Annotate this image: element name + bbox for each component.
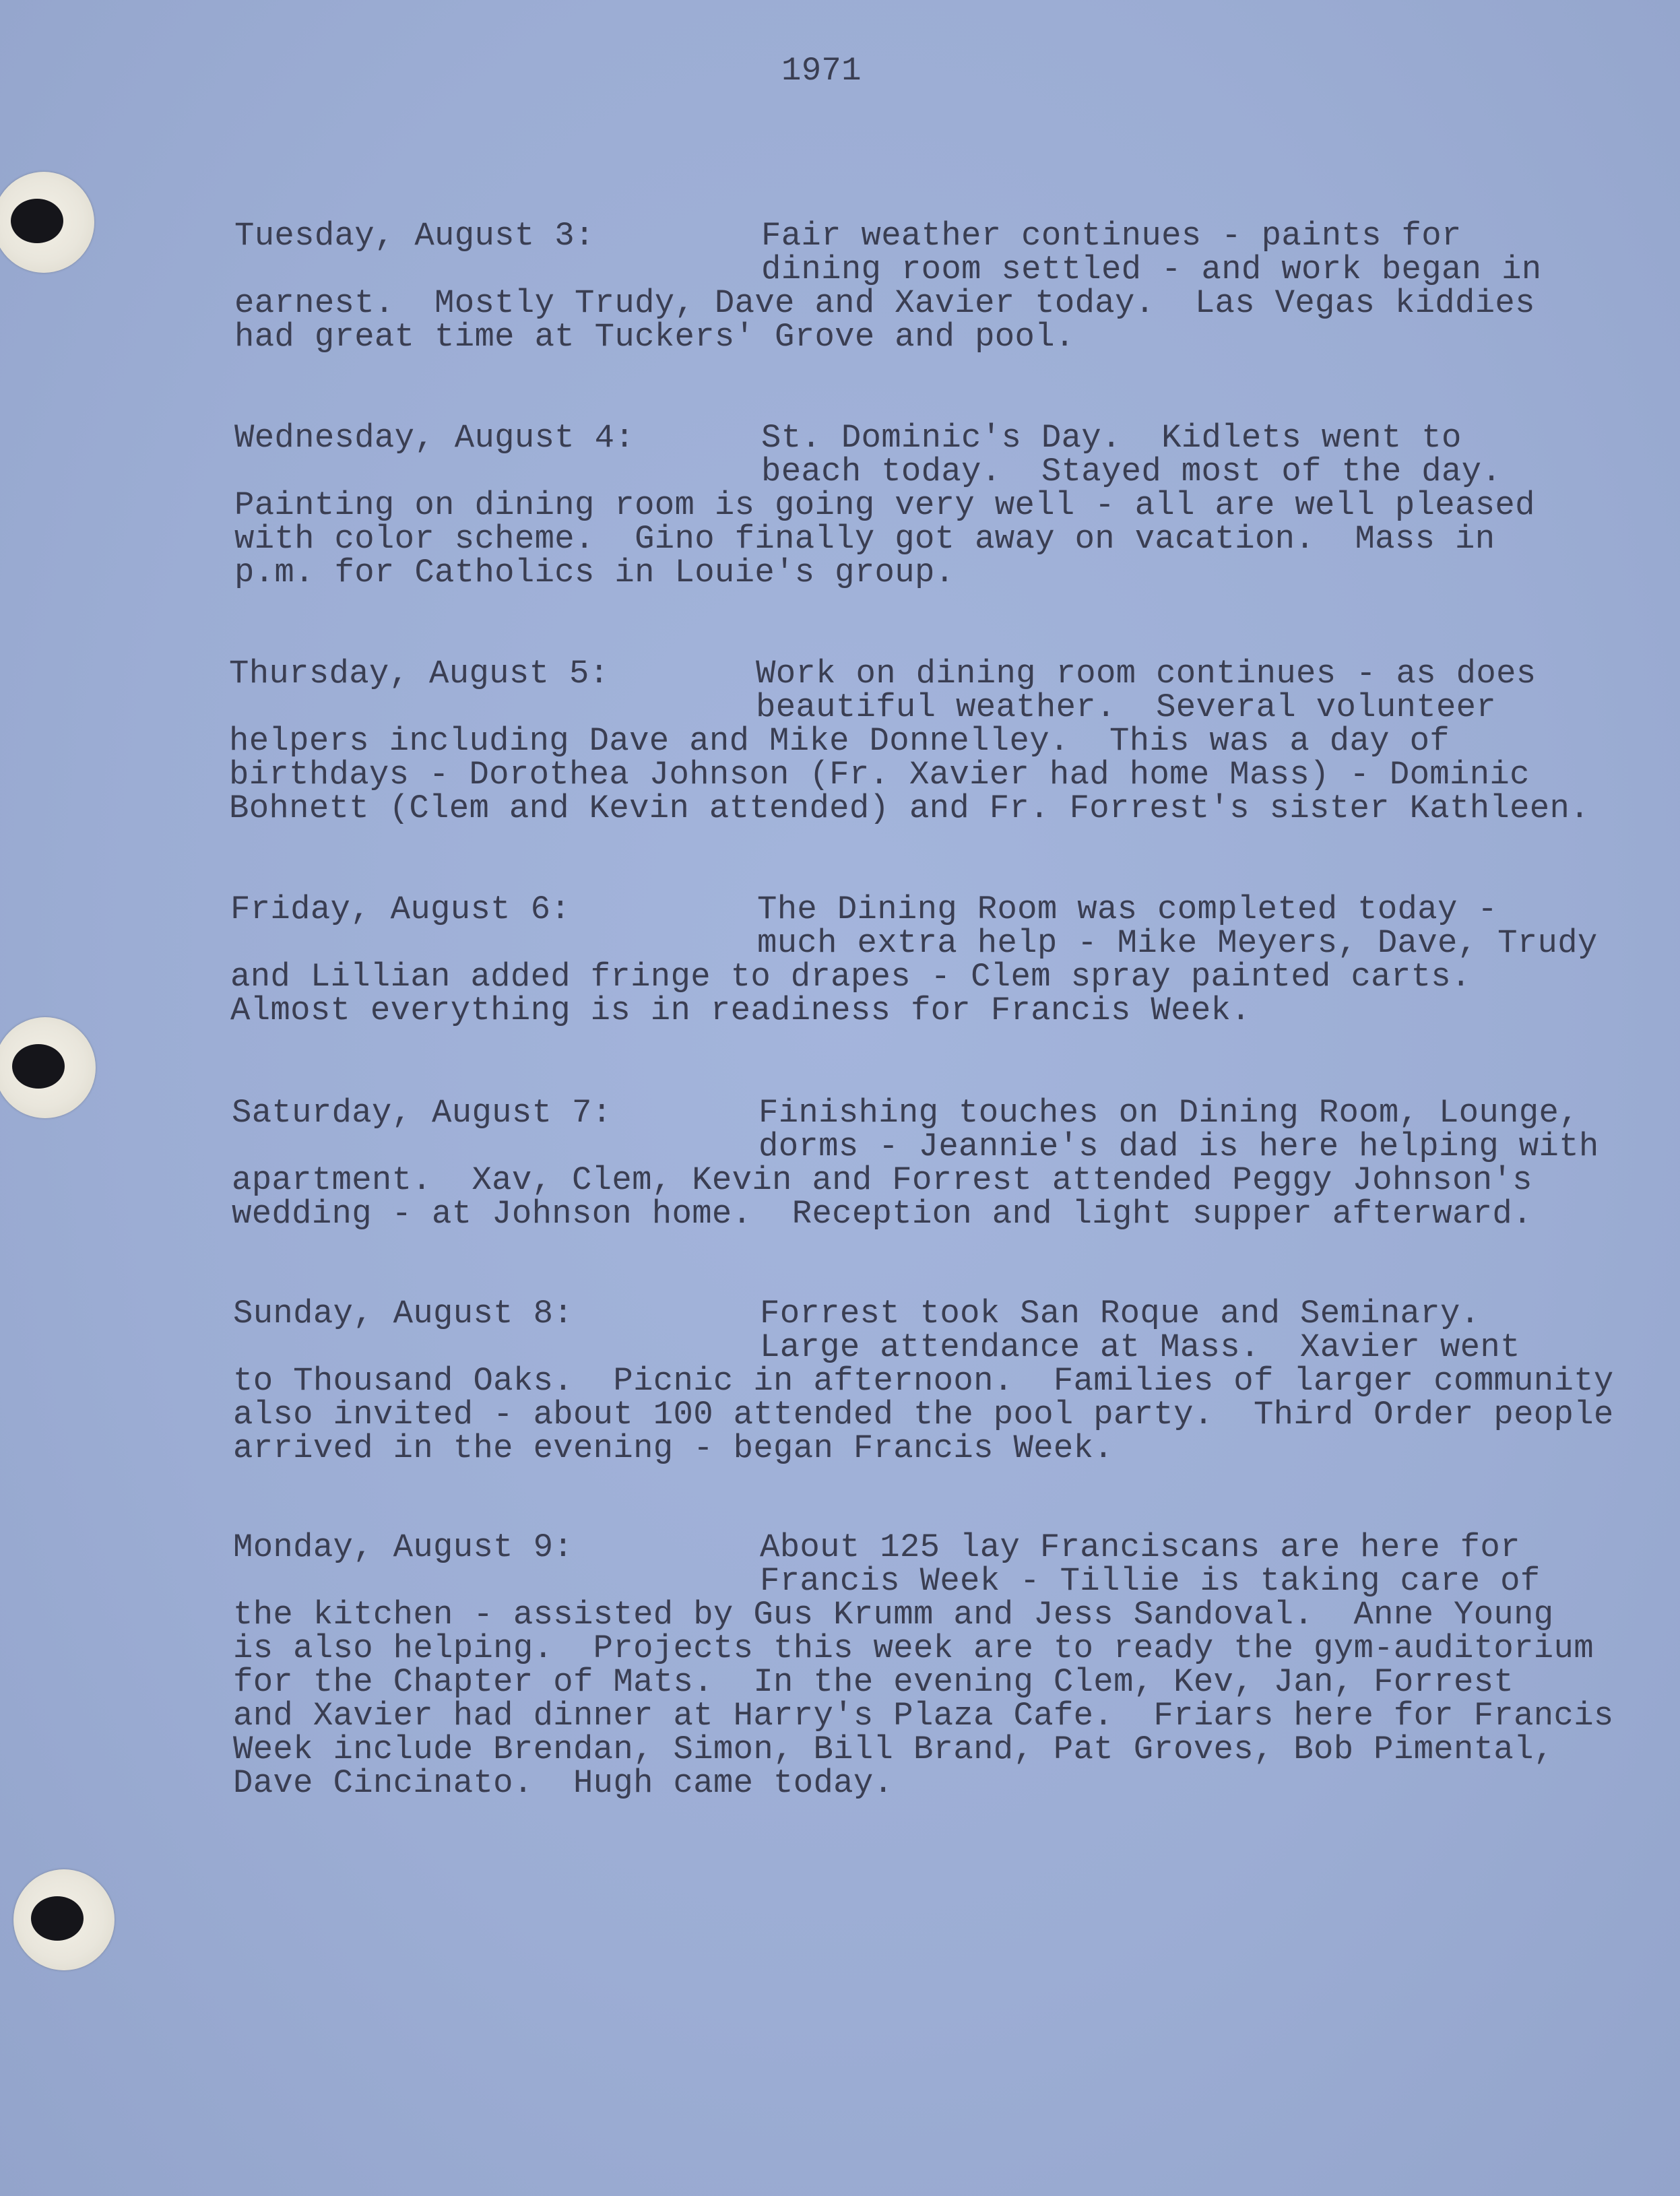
entry-line: earnest. Mostly Trudy, Dave and Xavier today. Las Vegas kiddies: [234, 284, 1535, 322]
entry-line: for the Chapter of Mats. In the evening Clem, Kev, Jan, Forrest: [233, 1663, 1514, 1701]
entry-line: and Lillian added fringe to drapes - Clem spray painted carts.: [230, 958, 1471, 996]
entry-line: Large attendance at Mass. Xavier went: [760, 1328, 1520, 1366]
entry-line: beach today. Stayed most of the day.: [761, 453, 1502, 490]
entry-line: Dave Cincinato. Hugh came today.: [233, 1764, 894, 1802]
entry-date: Sunday, August 8:: [233, 1295, 573, 1332]
punch-hole-top-center: [11, 199, 63, 243]
entry-date: Thursday, August 5:: [229, 655, 610, 692]
entry-line: Fair weather continues - paints for: [761, 217, 1462, 255]
punch-hole-bottom-center: [31, 1896, 84, 1941]
entry-line: and Xavier had dinner at Harry's Plaza Cafe. Friars here for Francis: [233, 1697, 1614, 1735]
entry-line: Almost everything is in readiness for Francis Week.: [230, 992, 1251, 1029]
entry-line: Week include Brendan, Simon, Bill Brand, Pat Groves, Bob Pimental,: [233, 1731, 1554, 1768]
entry-date: Saturday, August 7:: [232, 1094, 612, 1132]
entry-date: Monday, August 9:: [233, 1528, 573, 1566]
entry-line: much extra help - Mike Meyers, Dave, Trudy: [757, 924, 1598, 962]
page-year: 1971: [781, 52, 862, 90]
entry-line: helpers including Dave and Mike Donnelley. This was a day of: [229, 722, 1450, 760]
entry-line: St. Dominic's Day. Kidlets went to: [761, 419, 1462, 457]
entry-date: Friday, August 6:: [230, 891, 571, 928]
entry-line: Finishing touches on Dining Room, Lounge,: [758, 1094, 1579, 1132]
diary-entry-sunday: [233, 1297, 1654, 1566]
entry-line: also invited - about 100 attended the pool party. Third Order people: [233, 1396, 1614, 1433]
punch-hole-top: [0, 172, 94, 273]
entry-line: The Dining Room was completed today -: [757, 891, 1498, 928]
entry-line: dorms - Jeannie's dad is here helping with: [758, 1128, 1599, 1165]
entry-line: Forrest took San Roque and Seminary.: [760, 1295, 1481, 1332]
entry-date: Tuesday, August 3:: [234, 217, 595, 255]
entry-line: the kitchen - assisted by Gus Krumm and Jess Sandoval. Anne Young: [233, 1596, 1554, 1634]
entry-line: About 125 lay Franciscans are here for: [760, 1528, 1520, 1566]
entry-line: Work on dining room continues - as does: [756, 655, 1537, 692]
entry-line: beautiful weather. Several volunteer: [756, 688, 1497, 726]
diary-entry-wednesday: [234, 421, 1656, 690]
entry-date: Wednesday, August 4:: [234, 419, 635, 457]
entry-line: arrived in the evening - began Francis Week.: [233, 1429, 1114, 1467]
entry-line: Francis Week - Tillie is taking care of: [760, 1562, 1541, 1600]
entry-line: apartment. Xav, Clem, Kevin and Forrest attended Peggy Johnson's: [232, 1161, 1532, 1199]
entry-line: to Thousand Oaks. Picnic in afternoon. Families of larger community: [233, 1362, 1614, 1400]
entry-line: p.m. for Catholics in Louie's group.: [234, 554, 955, 591]
diary-entry-thursday: [229, 657, 1650, 926]
punch-hole-middle: [0, 1017, 96, 1118]
entry-line: birthdays - Dorothea Johnson (Fr. Xavier had home Mass) - Dominic: [229, 756, 1530, 794]
entry-line: had great time at Tuckers' Grove and pool.: [234, 318, 1075, 356]
entry-line: is also helping. Projects this week are to ready the gym-auditorium: [233, 1629, 1594, 1667]
entry-line: dining room settled - and work began in: [761, 251, 1542, 288]
diary-entry-friday: [230, 891, 1652, 1132]
punch-hole-bottom: [13, 1869, 115, 1970]
entry-line: Bohnett (Clem and Kevin attended) and Fr. Forrest's sister Kathleen.: [229, 789, 1590, 827]
diary-entry-monday: [233, 1530, 1654, 1901]
punch-hole-middle-center: [12, 1044, 65, 1089]
entry-line: wedding - at Johnson home. Reception and light supper afterward.: [232, 1195, 1532, 1233]
entry-line: Painting on dining room is going very well - all are well pleased: [234, 486, 1535, 524]
entry-line: with color scheme. Gino finally got away on vacation. Mass in: [234, 520, 1495, 558]
